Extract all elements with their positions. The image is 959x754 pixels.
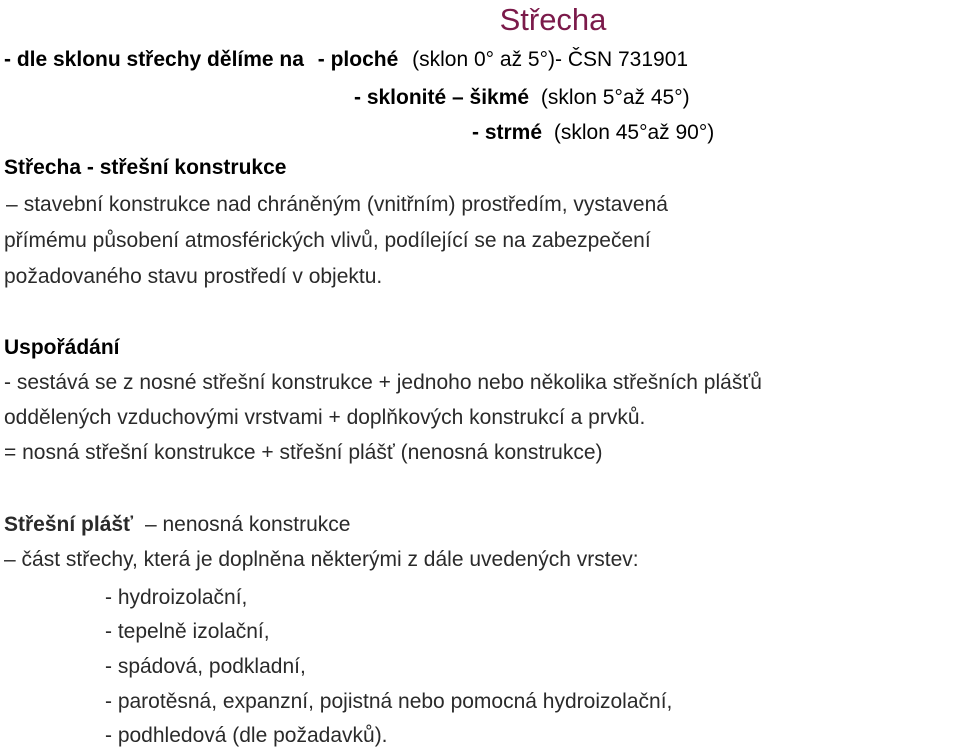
slope-steep-label: - strmé <box>472 121 543 144</box>
roof-structure-line-1 <box>6 190 668 220</box>
roof-structure-dash: – <box>6 193 18 216</box>
slope-lead: - dle sklonu střechy dělíme na <box>4 48 304 71</box>
roof-structure-text-1: stavební konstrukce nad chráněným (vnitřním) prostředím, vystavená <box>23 193 668 216</box>
slope-line-flat <box>4 45 688 75</box>
roof-structure-line-2: přímému působení atmosférických vlivů, podílející se na zabezpečení <box>4 229 651 252</box>
slope-flat-range: (sklon 0° až 5°)- ČSN 731901 <box>412 48 689 71</box>
roof-cladding-heading-rest: – nenosná konstrukce <box>144 513 351 536</box>
slope-line-steep <box>472 118 714 148</box>
roof-structure-line-3: požadovaného stavu prostředí v objektu. <box>4 265 383 288</box>
arrangement-heading: Uspořádání <box>4 336 120 359</box>
slope-flat-label: - ploché <box>317 48 399 71</box>
slope-line-pitched <box>354 83 690 113</box>
layer-item-hydro: - hydroizolační, <box>105 586 248 609</box>
layer-item-slope: - spádová, podkladní, <box>105 655 306 678</box>
layer-item-ceiling: - podhledová (dle požadavků). <box>105 724 388 747</box>
arrangement-line-3: = nosná střešní konstrukce + střešní plášť (nenosná konstrukce) <box>4 441 603 464</box>
arrangement-line-1: - sestává se z nosné střešní konstrukce + jednoho nebo několika střešních plášťů <box>4 371 762 394</box>
slope-pitched-range: (sklon 5°až 45°) <box>540 86 690 109</box>
roof-structure-heading: Střecha - střešní konstrukce <box>4 156 287 179</box>
layer-item-vapour: - parotěsná, expanzní, pojistná nebo pomocná hydroizolační, <box>105 690 673 713</box>
layer-item-thermal: - tepelně izolační, <box>105 620 270 643</box>
roof-cladding-heading: Střešní plášť <box>4 513 134 536</box>
roof-cladding-heading-line <box>4 510 350 540</box>
slope-steep-range: (sklon 45°až 90°) <box>553 121 715 144</box>
roof-cladding-intro: – část střechy, která je doplněna některými z dále uvedených vrstev: <box>4 548 639 571</box>
arrangement-line-2: oddělených vzduchovými vrstvami + doplňkových konstrukcí a prvků. <box>4 406 646 429</box>
slope-pitched-label: - sklonité – šikmé <box>354 86 530 109</box>
slide-title: Střecha <box>499 2 607 37</box>
